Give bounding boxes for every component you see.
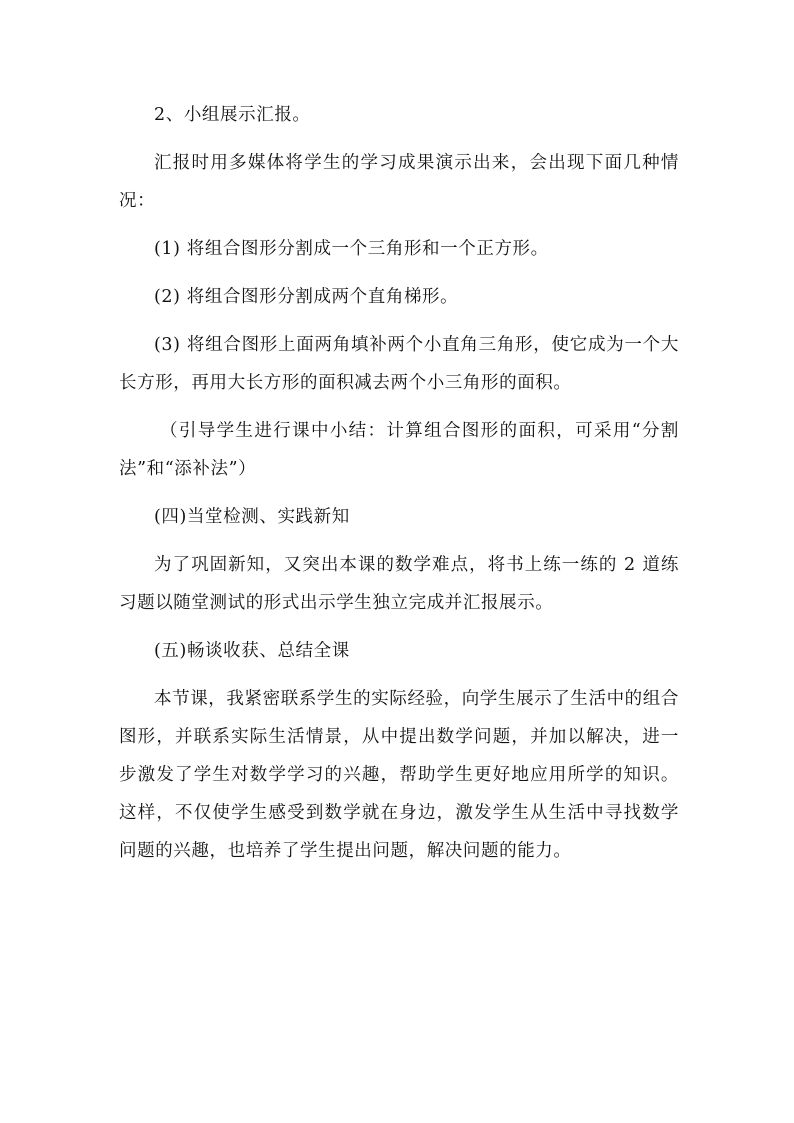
paragraph-case-1: (1) 将组合图形分割成一个三角形和一个正方形。: [154, 239, 549, 259]
paragraph-section-five-heading: (五)畅谈收获、总结全课: [154, 641, 350, 661]
document-body: [119, 96, 679, 870]
paragraph-section-four-heading: (四)当堂检测、实践新知: [154, 507, 350, 527]
paragraph-case-2: (2) 将组合图形分割成两个直角梯形。: [154, 287, 459, 307]
paragraph-summary-note: （引导学生进行课中小结：计算组合图形的面积，可采用“分割法”和“添补法”）: [119, 421, 679, 479]
paragraph-case-3: (3) 将组合图形上面两角填补两个小直角三角形，使它成为一个大长方形，再用大长方形的面积减去两个小三角形的面积。: [119, 335, 679, 393]
paragraph-section-heading: 2、小组展示汇报。: [154, 105, 311, 125]
paragraph-practice: 为了巩固新知，又突出本课的数学难点，将书上练一练的 2 道练习题以随堂测试的形式出示学生独立完成并汇报展示。: [119, 555, 679, 613]
paragraph-conclusion: 本节课，我紧密联系学生的实际经验，向学生展示了生活中的组合图形，并联系实际生活情景，从中提出数学问题，并加以解决，进一步激发了学生对数学学习的兴趣，帮助学生更好地应用所学的知识。这样，不仅使学生感受到数学就在身边，激发学生从生活中寻找数学问题的兴趣，也培养了学生提出问题，解决问题的能力。: [119, 689, 679, 861]
paragraph-report-intro: 汇报时用多媒体将学生的学习成果演示出来，会出现下面几种情况：: [119, 153, 679, 211]
